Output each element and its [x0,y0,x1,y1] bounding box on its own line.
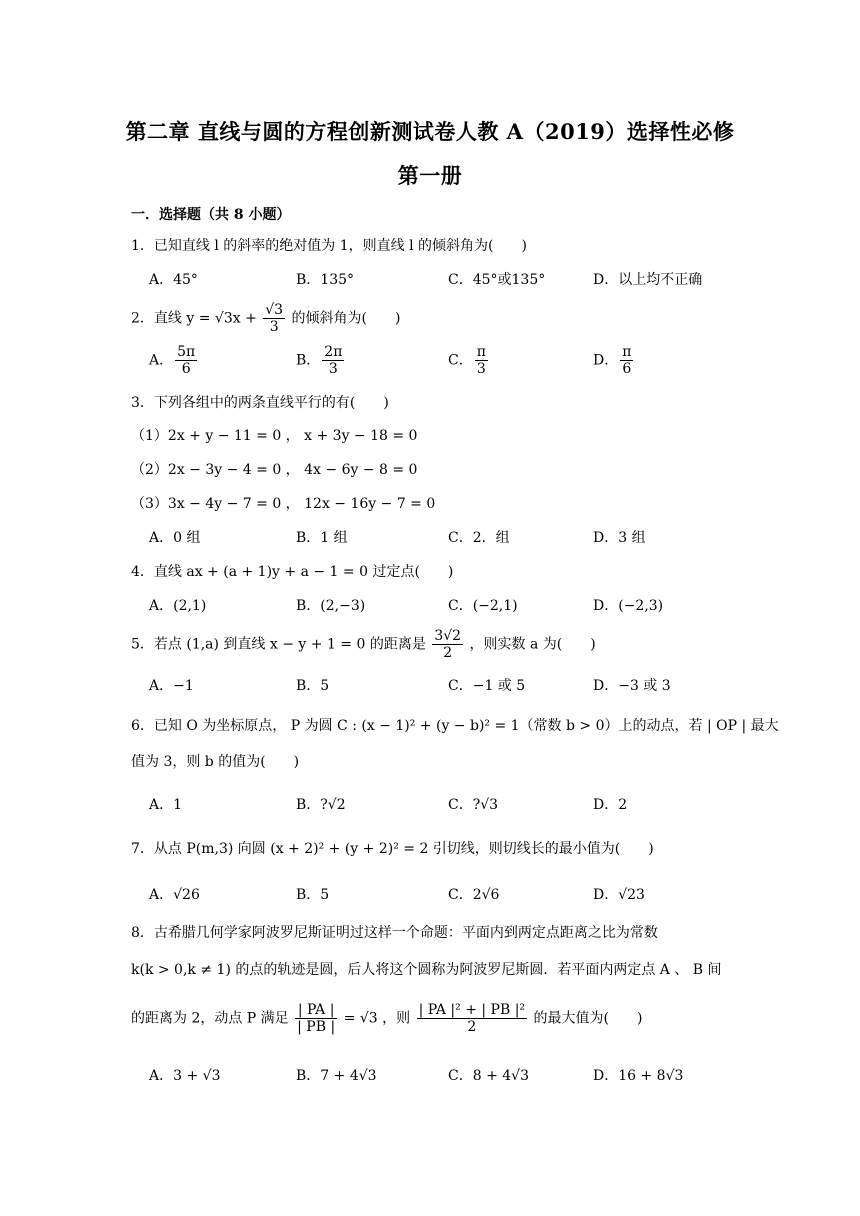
q5-option-c: C．−1 或 5 [448,678,526,694]
q7-option-a: A．√26 [149,887,200,903]
q7-option-c: C．2√6 [448,887,500,903]
question-8-line-3 [131,1002,642,1035]
q4-option-a: A．(2,1) [149,598,207,614]
q8-option-d: D．16 + 8√3 [593,1068,684,1084]
q2-option-d-fraction [620,344,633,377]
q7-option-b: B．5 [296,887,330,903]
section-heading: 一．选择题（共 8 小题） [131,207,291,223]
q8-option-a: A．3 + √3 [149,1068,221,1084]
q5-option-d: D．−3 或 3 [593,678,671,694]
question-2-stem [131,302,400,335]
q2-stem-pre: 2．直线 y = √3x + [131,310,257,327]
title-line-2: 第一册 [397,163,463,188]
q1-option-b: B．135° [296,272,355,288]
q3-sub-1: （1）2x + y − 11 = 0 ， x + 3y − 18 = 0 [131,428,418,444]
q6-option-b: B．?√2 [296,797,346,813]
question-4-stem: 4．直线 ax + (a + 1)y + a − 1 = 0 过定点( ) [131,564,454,580]
q2-option-c-num: π [476,344,486,360]
q2-option-b-num: 2π [324,344,343,360]
q3-option-b: B．1 组 [296,530,348,546]
question-3-stem: 3．下列各组中的两条直线平行的有( ) [131,395,389,411]
q2-option-d-label: D． [593,352,619,369]
q2-option-a-label: A． [149,352,174,369]
question-8-line-1: 8．古希腊几何学家阿波罗尼斯证明过这样一个命题：平面内到两定点距离之比为常数 [131,925,658,941]
q2-option-b-den: 3 [328,361,338,377]
q3-option-a: A．0 组 [149,530,201,546]
q2-option-c-fraction [475,344,488,377]
q2-option-d-den: 6 [622,361,632,377]
q6-option-a: A．1 [149,797,183,813]
q1-option-c: C．45°或135° [448,272,546,288]
q2-fraction-den: 3 [269,319,279,335]
q2-option-a-num: 5π [177,344,196,360]
q6-option-c: C．?√3 [448,797,499,813]
q2-option-b-fraction [322,344,344,377]
q2-fraction-num: √3 [265,302,284,318]
question-1-stem: 1．已知直线 l 的斜率的绝对值为 1，则直线 l 的倾斜角为( ) [131,238,527,254]
q5-option-a: A．−1 [149,678,194,694]
question-8-line-2: k(k > 0,k ≠ 1) 的点的轨迹是圆，后人将这个圆称为阿波罗尼斯圆．若平面内两定点 A 、 B 间 [131,962,722,978]
title-line-1: 第二章 直线与圆的方程创新测试卷人教 A（2019）选择性必修 [125,119,735,144]
q2-option-c-label: C． [448,352,473,369]
q8-ratio-fraction [295,1002,337,1035]
q2-option-a-den: 6 [181,361,191,377]
q2-option-b-label: B． [296,352,321,369]
q2-option-d [593,344,635,377]
question-5-stem [131,628,596,661]
q3-option-c: C．2．组 [448,530,510,546]
q5-stem-post: ，则实数 a 为( ) [469,636,596,653]
q5-fraction [432,628,463,661]
q8-target-den: 2 [467,1019,477,1035]
q5-option-b: B．5 [296,678,330,694]
q2-option-c-den: 3 [476,361,486,377]
q5-fraction-den: 2 [443,645,453,661]
q2-option-a [149,344,199,377]
question-6-line-2: 值为 3，则 b 的值为( ) [131,754,300,770]
q8-option-c: C．8 + 4√3 [448,1068,529,1084]
q8-target-fraction [417,1002,527,1035]
q1-option-d: D．以上均不正确 [593,272,703,288]
q2-option-c [448,344,490,377]
q4-option-c: C．(−2,1) [448,598,518,614]
q5-stem-pre: 5．若点 (1,a) 到直线 x − y + 1 = 0 的距离是 [131,636,426,653]
q8-target-num: | PA |² + | PB |² [418,1002,526,1018]
q3-option-d: D．3 组 [593,530,646,546]
q5-fraction-num: 3√2 [434,628,462,644]
q2-option-a-fraction [175,344,197,377]
q8-line3-post: 的最大值为( ) [533,1010,643,1027]
q2-option-b [296,344,346,377]
q8-option-b: B．7 + 4√3 [296,1068,377,1084]
q3-sub-2: （2）2x − 3y − 4 = 0 ， 4x − 6y − 8 = 0 [131,462,418,478]
q8-line3-mid: = √3 ，则 [343,1010,411,1027]
q4-option-b: B．(2,−3) [296,598,366,614]
q4-option-d: D．(−2,3) [593,598,664,614]
question-6-line-1: 6．已知 O 为坐标原点， P 为圆 C : (x − 1)² + (y − b)² = 1（常数 b > 0）上的动点，若 | OP | 最大 [131,718,779,734]
q1-option-a: A．45° [149,272,198,288]
question-7-stem: 7．从点 P(m,3) 向圆 (x + 2)² + (y + 2)² = 2 引切线，则切线长的最小值为( ) [131,841,654,857]
q3-sub-3: （3）3x − 4y − 7 = 0 ， 12x − 16y − 7 = 0 [131,496,436,512]
q2-stem-post: 的倾斜角为( ) [291,310,401,327]
q7-option-d: D．√23 [593,887,645,903]
q8-line3-pre: 的距离为 2，动点 P 满足 [131,1010,289,1027]
q8-ratio-den: | PB | [297,1019,336,1035]
q2-option-d-num: π [622,344,632,360]
q2-fraction [263,302,285,335]
q6-option-d: D．2 [593,797,628,813]
q8-ratio-num: | PA | [295,1002,337,1019]
